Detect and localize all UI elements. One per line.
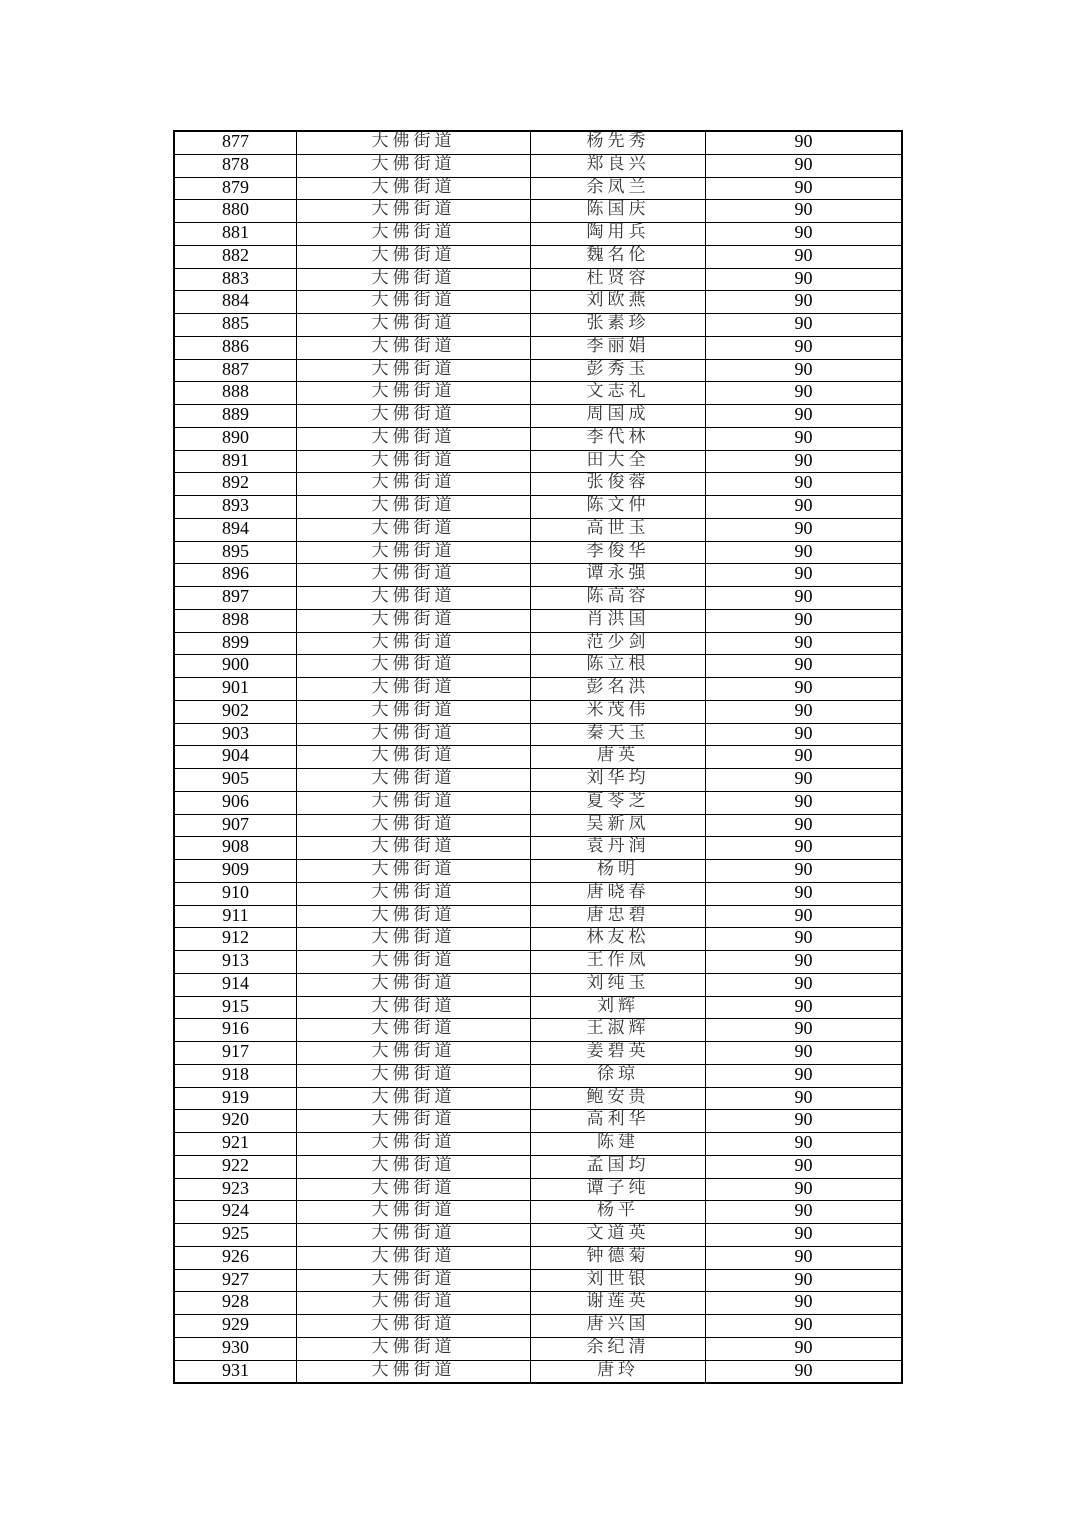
street-cell: 大佛街道 — [297, 245, 531, 268]
row-number: 894 — [174, 518, 297, 541]
score-cell: 90 — [706, 1042, 903, 1065]
table-row — [174, 1246, 902, 1269]
row-number: 878 — [174, 154, 297, 177]
name-cell: 李丽娟 — [531, 336, 706, 359]
name-cell: 陈文仲 — [531, 496, 706, 519]
table-row — [174, 359, 902, 382]
score-cell: 90 — [706, 382, 903, 405]
score-cell: 90 — [706, 405, 903, 428]
name-cell: 唐兴国 — [531, 1315, 706, 1338]
score-cell: 90 — [706, 1178, 903, 1201]
score-cell: 90 — [706, 1269, 903, 1292]
name-cell: 孟国均 — [531, 1155, 706, 1178]
score-cell: 90 — [706, 496, 903, 519]
row-number: 879 — [174, 177, 297, 200]
table-row — [174, 1133, 902, 1156]
row-number: 893 — [174, 496, 297, 519]
street-cell: 大佛街道 — [297, 518, 531, 541]
street-cell: 大佛街道 — [297, 973, 531, 996]
row-number: 927 — [174, 1269, 297, 1292]
table-row — [174, 746, 902, 769]
street-cell: 大佛街道 — [297, 882, 531, 905]
street-cell: 大佛街道 — [297, 200, 531, 223]
name-cell: 徐琼 — [531, 1064, 706, 1087]
score-cell: 90 — [706, 814, 903, 837]
row-number: 929 — [174, 1315, 297, 1338]
score-cell: 90 — [706, 769, 903, 792]
score-cell: 90 — [706, 632, 903, 655]
row-number: 918 — [174, 1064, 297, 1087]
street-cell: 大佛街道 — [297, 1246, 531, 1269]
row-number: 921 — [174, 1133, 297, 1156]
score-cell: 90 — [706, 427, 903, 450]
table-row — [174, 223, 902, 246]
name-cell: 余凤兰 — [531, 177, 706, 200]
score-cell: 90 — [706, 131, 903, 154]
table-row — [174, 814, 902, 837]
score-cell: 90 — [706, 473, 903, 496]
street-cell: 大佛街道 — [297, 655, 531, 678]
name-cell: 夏苓芝 — [531, 791, 706, 814]
row-number: 915 — [174, 996, 297, 1019]
score-cell: 90 — [706, 291, 903, 314]
table-row — [174, 996, 902, 1019]
table-row — [174, 427, 902, 450]
name-cell: 唐英 — [531, 746, 706, 769]
table-row — [174, 1292, 902, 1315]
name-cell: 陈建 — [531, 1133, 706, 1156]
name-cell: 杨先秀 — [531, 131, 706, 154]
street-cell: 大佛街道 — [297, 154, 531, 177]
row-number: 897 — [174, 587, 297, 610]
name-cell: 谢莲英 — [531, 1292, 706, 1315]
table-row — [174, 837, 902, 860]
table-row — [174, 1269, 902, 1292]
street-cell: 大佛街道 — [297, 382, 531, 405]
score-cell: 90 — [706, 1201, 903, 1224]
name-cell: 米茂伟 — [531, 700, 706, 723]
row-number: 892 — [174, 473, 297, 496]
street-cell: 大佛街道 — [297, 1110, 531, 1133]
score-cell: 90 — [706, 245, 903, 268]
table-row — [174, 723, 902, 746]
score-cell: 90 — [706, 996, 903, 1019]
score-cell: 90 — [706, 1064, 903, 1087]
row-number: 896 — [174, 564, 297, 587]
score-cell: 90 — [706, 268, 903, 291]
name-cell: 谭子纯 — [531, 1178, 706, 1201]
name-cell: 吴新凤 — [531, 814, 706, 837]
score-cell: 90 — [706, 973, 903, 996]
street-cell: 大佛街道 — [297, 996, 531, 1019]
row-number: 928 — [174, 1292, 297, 1315]
row-number: 917 — [174, 1042, 297, 1065]
name-cell: 刘世银 — [531, 1269, 706, 1292]
street-cell: 大佛街道 — [297, 541, 531, 564]
score-cell: 90 — [706, 1246, 903, 1269]
row-number: 907 — [174, 814, 297, 837]
row-number: 931 — [174, 1360, 297, 1383]
name-cell: 高世玉 — [531, 518, 706, 541]
street-cell: 大佛街道 — [297, 1201, 531, 1224]
table-row — [174, 177, 902, 200]
street-cell: 大佛街道 — [297, 791, 531, 814]
row-number: 888 — [174, 382, 297, 405]
table-row — [174, 1337, 902, 1360]
score-cell: 90 — [706, 336, 903, 359]
row-number: 926 — [174, 1246, 297, 1269]
street-cell: 大佛街道 — [297, 1315, 531, 1338]
name-cell: 王淑辉 — [531, 1019, 706, 1042]
name-cell: 高利华 — [531, 1110, 706, 1133]
name-cell: 张素珍 — [531, 314, 706, 337]
row-number: 885 — [174, 314, 297, 337]
row-number: 882 — [174, 245, 297, 268]
table-row — [174, 632, 902, 655]
row-number: 922 — [174, 1155, 297, 1178]
name-cell: 唐玲 — [531, 1360, 706, 1383]
score-cell: 90 — [706, 177, 903, 200]
street-cell: 大佛街道 — [297, 336, 531, 359]
row-number: 925 — [174, 1224, 297, 1247]
name-cell: 彭秀玉 — [531, 359, 706, 382]
name-cell: 袁丹润 — [531, 837, 706, 860]
street-cell: 大佛街道 — [297, 905, 531, 928]
street-cell: 大佛街道 — [297, 700, 531, 723]
table-row — [174, 200, 902, 223]
table-row — [174, 245, 902, 268]
table-row — [174, 1019, 902, 1042]
name-cell: 唐晓春 — [531, 882, 706, 905]
table-row — [174, 1110, 902, 1133]
street-cell: 大佛街道 — [297, 359, 531, 382]
row-number: 891 — [174, 450, 297, 473]
street-cell: 大佛街道 — [297, 1042, 531, 1065]
records-table — [173, 130, 903, 1384]
street-cell: 大佛街道 — [297, 860, 531, 883]
row-number: 909 — [174, 860, 297, 883]
score-cell: 90 — [706, 1133, 903, 1156]
table-row — [174, 1042, 902, 1065]
table-row — [174, 1224, 902, 1247]
table-row — [174, 564, 902, 587]
score-cell: 90 — [706, 746, 903, 769]
table-row — [174, 928, 902, 951]
score-cell: 90 — [706, 1360, 903, 1383]
street-cell: 大佛街道 — [297, 587, 531, 610]
name-cell: 肖洪国 — [531, 609, 706, 632]
street-cell: 大佛街道 — [297, 1360, 531, 1383]
score-cell: 90 — [706, 928, 903, 951]
table-row — [174, 973, 902, 996]
score-cell: 90 — [706, 860, 903, 883]
table-row — [174, 131, 902, 154]
street-cell: 大佛街道 — [297, 814, 531, 837]
name-cell: 鲍安贵 — [531, 1087, 706, 1110]
street-cell: 大佛街道 — [297, 496, 531, 519]
street-cell: 大佛街道 — [297, 1292, 531, 1315]
records-table-body — [174, 131, 902, 1383]
name-cell: 田大全 — [531, 450, 706, 473]
score-cell: 90 — [706, 1019, 903, 1042]
street-cell: 大佛街道 — [297, 1155, 531, 1178]
row-number: 890 — [174, 427, 297, 450]
score-cell: 90 — [706, 700, 903, 723]
score-cell: 90 — [706, 1337, 903, 1360]
table-row — [174, 655, 902, 678]
score-cell: 90 — [706, 678, 903, 701]
row-number: 877 — [174, 131, 297, 154]
table-row — [174, 882, 902, 905]
row-number: 930 — [174, 1337, 297, 1360]
street-cell: 大佛街道 — [297, 678, 531, 701]
table-row — [174, 496, 902, 519]
score-cell: 90 — [706, 314, 903, 337]
row-number: 902 — [174, 700, 297, 723]
row-number: 903 — [174, 723, 297, 746]
row-number: 895 — [174, 541, 297, 564]
score-cell: 90 — [706, 564, 903, 587]
street-cell: 大佛街道 — [297, 223, 531, 246]
name-cell: 钟德菊 — [531, 1246, 706, 1269]
name-cell: 陈国庆 — [531, 200, 706, 223]
score-cell: 90 — [706, 1110, 903, 1133]
score-cell: 90 — [706, 518, 903, 541]
score-cell: 90 — [706, 882, 903, 905]
row-number: 905 — [174, 769, 297, 792]
table-row — [174, 518, 902, 541]
name-cell: 魏名伦 — [531, 245, 706, 268]
table-row — [174, 587, 902, 610]
score-cell: 90 — [706, 723, 903, 746]
name-cell: 谭永强 — [531, 564, 706, 587]
score-cell: 90 — [706, 1224, 903, 1247]
row-number: 887 — [174, 359, 297, 382]
table-row — [174, 700, 902, 723]
row-number: 911 — [174, 905, 297, 928]
street-cell: 大佛街道 — [297, 1269, 531, 1292]
row-number: 900 — [174, 655, 297, 678]
table-row — [174, 1087, 902, 1110]
street-cell: 大佛街道 — [297, 1087, 531, 1110]
name-cell: 杜贤容 — [531, 268, 706, 291]
table-row — [174, 1360, 902, 1383]
score-cell: 90 — [706, 905, 903, 928]
street-cell: 大佛街道 — [297, 1178, 531, 1201]
score-cell: 90 — [706, 1087, 903, 1110]
name-cell: 余纪清 — [531, 1337, 706, 1360]
row-number: 901 — [174, 678, 297, 701]
table-row — [174, 1201, 902, 1224]
row-number: 924 — [174, 1201, 297, 1224]
name-cell: 刘华均 — [531, 769, 706, 792]
street-cell: 大佛街道 — [297, 928, 531, 951]
score-cell: 90 — [706, 1155, 903, 1178]
name-cell: 周国成 — [531, 405, 706, 428]
row-number: 883 — [174, 268, 297, 291]
name-cell: 文志礼 — [531, 382, 706, 405]
name-cell: 刘纯玉 — [531, 973, 706, 996]
table-row — [174, 791, 902, 814]
table-row — [174, 405, 902, 428]
table-row — [174, 450, 902, 473]
table-row — [174, 860, 902, 883]
name-cell: 张俊蓉 — [531, 473, 706, 496]
row-number: 898 — [174, 609, 297, 632]
score-cell: 90 — [706, 951, 903, 974]
name-cell: 陈立根 — [531, 655, 706, 678]
street-cell: 大佛街道 — [297, 427, 531, 450]
table-row — [174, 1315, 902, 1338]
table-row — [174, 382, 902, 405]
street-cell: 大佛街道 — [297, 1019, 531, 1042]
street-cell: 大佛街道 — [297, 405, 531, 428]
name-cell: 杨平 — [531, 1201, 706, 1224]
table-row — [174, 314, 902, 337]
row-number: 889 — [174, 405, 297, 428]
street-cell: 大佛街道 — [297, 131, 531, 154]
street-cell: 大佛街道 — [297, 1133, 531, 1156]
table-row — [174, 1155, 902, 1178]
street-cell: 大佛街道 — [297, 837, 531, 860]
table-row — [174, 1064, 902, 1087]
row-number: 881 — [174, 223, 297, 246]
name-cell: 唐忠碧 — [531, 905, 706, 928]
table-row — [174, 541, 902, 564]
score-cell: 90 — [706, 450, 903, 473]
score-cell: 90 — [706, 587, 903, 610]
table-row — [174, 336, 902, 359]
row-number: 912 — [174, 928, 297, 951]
name-cell: 陈高容 — [531, 587, 706, 610]
street-cell: 大佛街道 — [297, 177, 531, 200]
name-cell: 范少剑 — [531, 632, 706, 655]
row-number: 886 — [174, 336, 297, 359]
street-cell: 大佛街道 — [297, 450, 531, 473]
street-cell: 大佛街道 — [297, 1337, 531, 1360]
street-cell: 大佛街道 — [297, 746, 531, 769]
score-cell: 90 — [706, 655, 903, 678]
name-cell: 李俊华 — [531, 541, 706, 564]
name-cell: 陶用兵 — [531, 223, 706, 246]
row-number: 913 — [174, 951, 297, 974]
name-cell: 刘欧燕 — [531, 291, 706, 314]
street-cell: 大佛街道 — [297, 314, 531, 337]
street-cell: 大佛街道 — [297, 609, 531, 632]
table-row — [174, 951, 902, 974]
street-cell: 大佛街道 — [297, 723, 531, 746]
row-number: 923 — [174, 1178, 297, 1201]
score-cell: 90 — [706, 541, 903, 564]
name-cell: 秦天玉 — [531, 723, 706, 746]
street-cell: 大佛街道 — [297, 291, 531, 314]
score-cell: 90 — [706, 1315, 903, 1338]
table-row — [174, 905, 902, 928]
score-cell: 90 — [706, 609, 903, 632]
row-number: 904 — [174, 746, 297, 769]
row-number: 884 — [174, 291, 297, 314]
name-cell: 文道英 — [531, 1224, 706, 1247]
table-row — [174, 1178, 902, 1201]
street-cell: 大佛街道 — [297, 1064, 531, 1087]
name-cell: 林友松 — [531, 928, 706, 951]
name-cell: 刘辉 — [531, 996, 706, 1019]
name-cell: 李代林 — [531, 427, 706, 450]
table-row — [174, 154, 902, 177]
table-row — [174, 473, 902, 496]
score-cell: 90 — [706, 359, 903, 382]
name-cell: 彭名洪 — [531, 678, 706, 701]
row-number: 906 — [174, 791, 297, 814]
score-cell: 90 — [706, 791, 903, 814]
score-cell: 90 — [706, 223, 903, 246]
row-number: 920 — [174, 1110, 297, 1133]
row-number: 919 — [174, 1087, 297, 1110]
score-cell: 90 — [706, 1292, 903, 1315]
row-number: 908 — [174, 837, 297, 860]
street-cell: 大佛街道 — [297, 632, 531, 655]
street-cell: 大佛街道 — [297, 268, 531, 291]
row-number: 899 — [174, 632, 297, 655]
table-row — [174, 291, 902, 314]
street-cell: 大佛街道 — [297, 769, 531, 792]
name-cell: 郑良兴 — [531, 154, 706, 177]
table-row — [174, 769, 902, 792]
row-number: 910 — [174, 882, 297, 905]
name-cell: 杨明 — [531, 860, 706, 883]
score-cell: 90 — [706, 837, 903, 860]
table-row — [174, 268, 902, 291]
street-cell: 大佛街道 — [297, 564, 531, 587]
score-cell: 90 — [706, 200, 903, 223]
street-cell: 大佛街道 — [297, 473, 531, 496]
table-row — [174, 678, 902, 701]
score-cell: 90 — [706, 154, 903, 177]
row-number: 880 — [174, 200, 297, 223]
row-number: 914 — [174, 973, 297, 996]
street-cell: 大佛街道 — [297, 951, 531, 974]
name-cell: 王作凤 — [531, 951, 706, 974]
table-row — [174, 609, 902, 632]
name-cell: 姜碧英 — [531, 1042, 706, 1065]
street-cell: 大佛街道 — [297, 1224, 531, 1247]
row-number: 916 — [174, 1019, 297, 1042]
